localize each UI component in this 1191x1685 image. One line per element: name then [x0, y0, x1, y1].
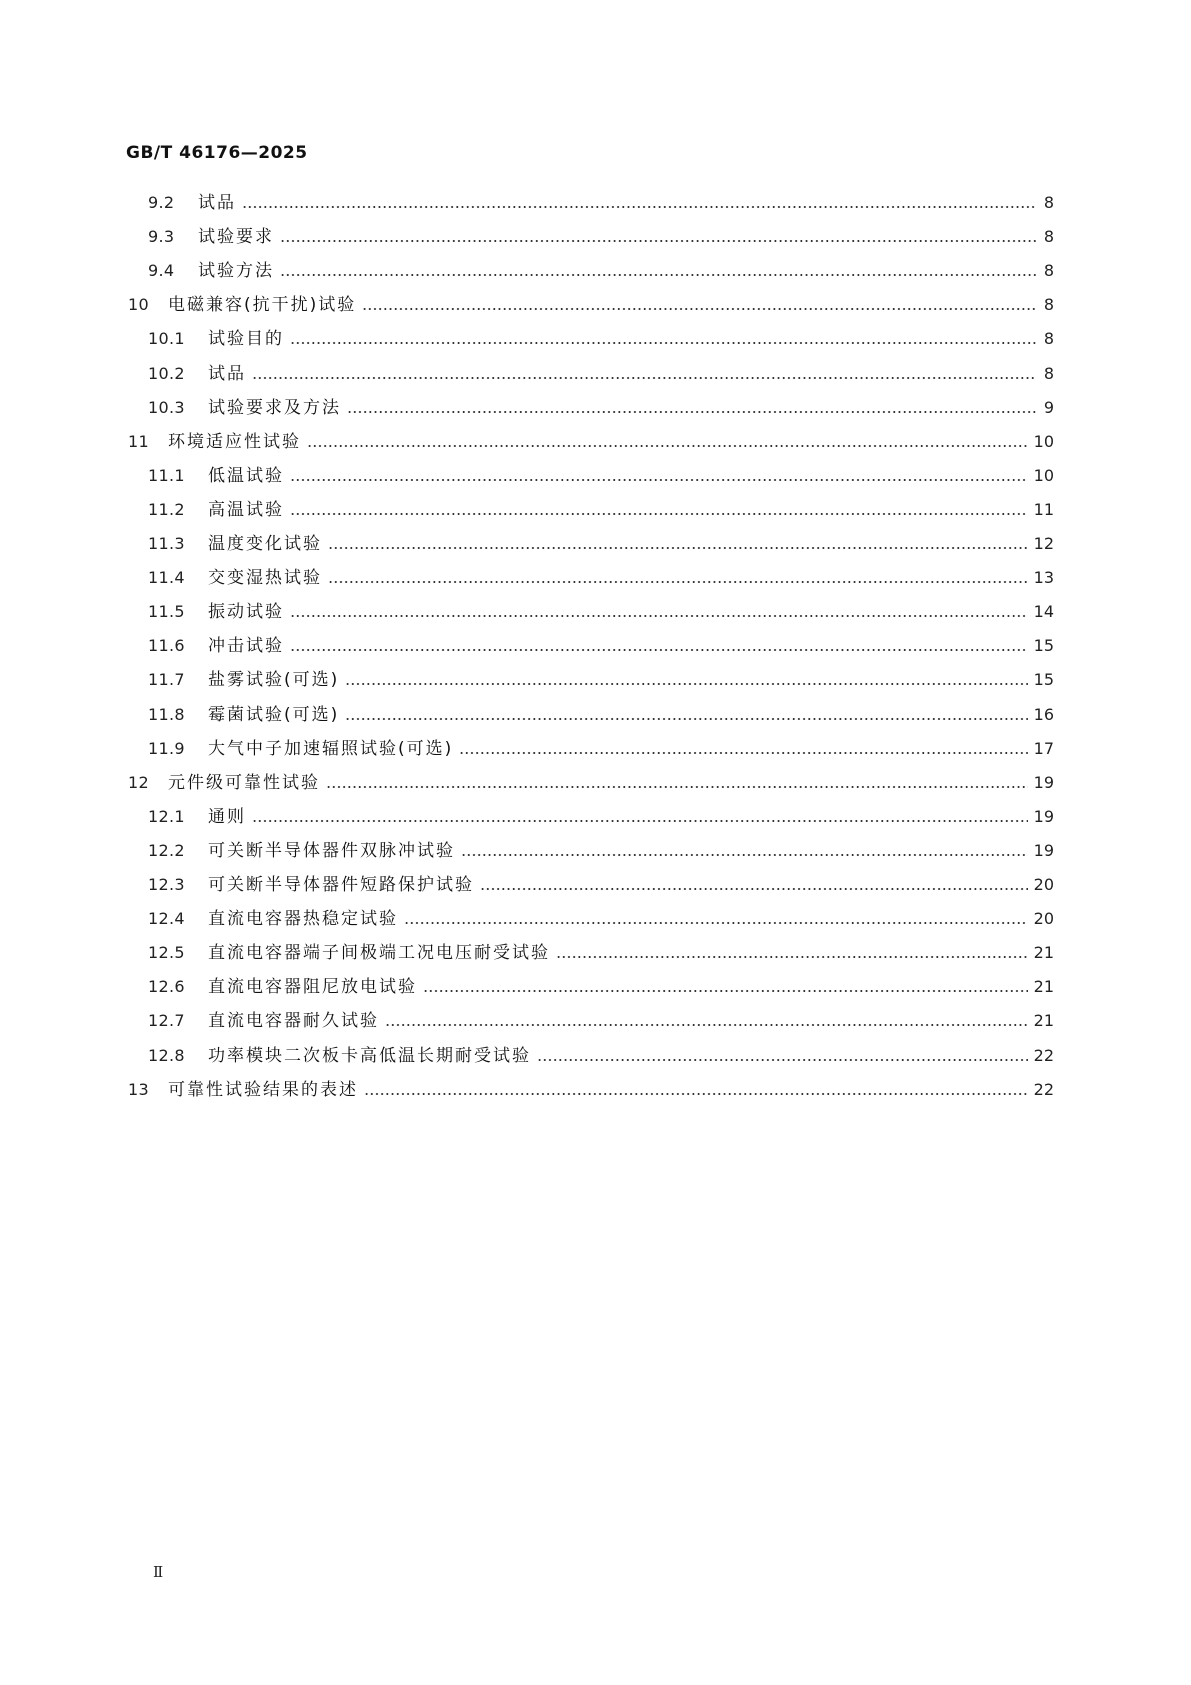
toc-dot-leader [423, 974, 1028, 1000]
toc-dot-leader [280, 258, 1036, 284]
toc-entry-page: 11 [1033, 500, 1054, 519]
toc-entry-title: 振动试验 [208, 602, 284, 622]
toc-entry-title: 可关断半导体器件短路保护试验 [208, 875, 474, 895]
toc-entry-page: 8 [1043, 227, 1054, 246]
toc-entry[interactable] [148, 190, 1054, 216]
toc-entry-page: 8 [1043, 364, 1054, 383]
toc-entry-page: 22 [1033, 1046, 1054, 1065]
toc-entry[interactable] [148, 531, 1054, 557]
toc-entry-number: 11.9 [148, 739, 185, 758]
toc-entry[interactable] [148, 633, 1054, 659]
toc-entry-page: 15 [1033, 636, 1054, 655]
toc-entry-title: 功率模块二次板卡高低温长期耐受试验 [208, 1046, 531, 1066]
toc-entry-page: 9 [1043, 398, 1054, 417]
toc-dot-leader [290, 633, 1028, 659]
toc-dot-leader [385, 1008, 1028, 1034]
toc-entry[interactable] [148, 940, 1054, 966]
toc-entry-number: 13 [128, 1080, 149, 1099]
toc-dot-leader [290, 497, 1028, 523]
toc-entry-page: 8 [1043, 329, 1054, 348]
toc-entry-title: 直流电容器阻尼放电试验 [208, 977, 417, 997]
toc-entry-number: 12.3 [148, 875, 185, 894]
toc-entry-title: 电磁兼容(抗干扰)试验 [168, 295, 357, 315]
toc-entry-number: 12.8 [148, 1046, 185, 1065]
toc-entry-title: 霉菌试验(可选) [208, 705, 340, 725]
toc-entry-page: 19 [1033, 841, 1054, 860]
toc-entry-number: 11.8 [148, 705, 185, 724]
toc-entry[interactable] [148, 906, 1054, 932]
toc-entry[interactable] [148, 702, 1054, 728]
toc-entry-page: 16 [1033, 705, 1054, 724]
toc-dot-leader [307, 429, 1028, 455]
toc-entry-page: 21 [1033, 943, 1054, 962]
toc-entry-page: 8 [1043, 193, 1054, 212]
toc-dot-leader [480, 872, 1028, 898]
toc-entry-title: 试验目的 [208, 329, 284, 349]
toc-entry-number: 11.4 [148, 568, 185, 587]
toc-entry-page: 12 [1033, 534, 1054, 553]
toc-entry-number: 12 [128, 773, 149, 792]
toc-entry-title: 通则 [208, 807, 246, 827]
toc-entry-title: 盐雾试验(可选) [208, 670, 340, 690]
toc-entry-number: 10.3 [148, 398, 185, 417]
toc-dot-leader [556, 940, 1028, 966]
toc-entry-number: 10.1 [148, 329, 185, 348]
toc-entry[interactable] [148, 838, 1054, 864]
toc-entry-page: 8 [1043, 295, 1054, 314]
toc-entry-title: 直流电容器热稳定试验 [208, 909, 398, 929]
toc-entry-number: 10 [128, 295, 149, 314]
toc-dot-leader [459, 736, 1027, 762]
toc-entry-number: 12.6 [148, 977, 185, 996]
toc-entry-number: 11.2 [148, 500, 185, 519]
toc-entry-title: 直流电容器耐久试验 [208, 1011, 379, 1031]
toc-entry-number: 11.6 [148, 636, 185, 655]
toc-entry-number: 11.3 [148, 534, 185, 553]
toc-entry[interactable] [148, 872, 1054, 898]
toc-entry-title: 温度变化试验 [208, 534, 322, 554]
toc-entry-number: 12.5 [148, 943, 185, 962]
toc-dot-leader [328, 565, 1028, 591]
toc-entry[interactable] [128, 292, 1054, 318]
toc-entry[interactable] [148, 258, 1054, 284]
toc-entry[interactable] [148, 395, 1054, 421]
toc-entry[interactable] [148, 1043, 1054, 1069]
toc-entry-page: 13 [1033, 568, 1054, 587]
toc-dot-leader [280, 224, 1036, 250]
toc-entry-page: 14 [1033, 602, 1054, 621]
toc-entry-title: 交变湿热试验 [208, 568, 322, 588]
toc-entry[interactable] [148, 974, 1054, 1000]
toc-entry-title: 试品 [198, 193, 236, 213]
toc-entry-number: 10.2 [148, 364, 185, 383]
toc-entry-page: 8 [1043, 261, 1054, 280]
toc-dot-leader [328, 531, 1028, 557]
toc-entry-title: 试验要求 [198, 227, 274, 247]
toc-entry-number: 9.4 [148, 261, 175, 280]
toc-entry-page: 19 [1033, 773, 1054, 792]
toc-dot-leader [290, 326, 1036, 352]
toc-dot-leader [362, 292, 1036, 318]
toc-entry-title: 试验方法 [198, 261, 274, 281]
toc-entry[interactable] [148, 599, 1054, 625]
page-number: Ⅱ [153, 1563, 164, 1581]
toc-entry-title: 直流电容器端子间极端工况电压耐受试验 [208, 943, 550, 963]
toc-entry-title: 大气中子加速辐照试验(可选) [208, 739, 454, 759]
toc-entry-page: 22 [1033, 1080, 1054, 1099]
toc-dot-leader [252, 804, 1028, 830]
toc-entry-title: 高温试验 [208, 500, 284, 520]
toc-entry-page: 20 [1033, 909, 1054, 928]
toc-entry-page: 17 [1033, 739, 1054, 758]
toc-entry-page: 20 [1033, 875, 1054, 894]
toc-entry-title: 试验要求及方法 [208, 398, 341, 418]
toc-entry-title: 可靠性试验结果的表述 [168, 1080, 358, 1100]
toc-entry-number: 11 [128, 432, 149, 451]
document-code: GB/T 46176—2025 [126, 143, 308, 163]
toc-dot-leader [404, 906, 1028, 932]
toc-entry-title: 冲击试验 [208, 636, 284, 656]
toc-entry-number: 12.1 [148, 807, 185, 826]
toc-dot-leader [537, 1043, 1028, 1069]
toc-entry-number: 9.2 [148, 193, 175, 212]
toc-entry-title: 可关断半导体器件双脉冲试验 [208, 841, 455, 861]
toc-entry-title: 环境适应性试验 [168, 432, 301, 452]
toc-dot-leader [326, 770, 1028, 796]
toc-entry[interactable] [148, 361, 1054, 387]
toc-entry-number: 11.7 [148, 670, 185, 689]
toc-entry[interactable] [148, 497, 1054, 523]
toc-dot-leader [461, 838, 1028, 864]
toc-entry[interactable] [128, 1077, 1054, 1103]
toc-entry[interactable] [148, 804, 1054, 830]
toc-entry-page: 21 [1033, 1011, 1054, 1030]
toc-entry-page: 10 [1033, 432, 1054, 451]
toc-dot-leader [252, 361, 1036, 387]
toc-entry-title: 试品 [208, 364, 246, 384]
toc-entry-page: 21 [1033, 977, 1054, 996]
toc-entry[interactable] [148, 326, 1054, 352]
toc-dot-leader [290, 463, 1028, 489]
toc-entry[interactable] [128, 770, 1054, 796]
toc-entry-number: 11.5 [148, 602, 185, 621]
toc-dot-leader [364, 1077, 1028, 1103]
toc-entry-number: 9.3 [148, 227, 175, 246]
toc-entry-title: 元件级可靠性试验 [168, 773, 320, 793]
toc-entry[interactable] [148, 1008, 1054, 1034]
toc-entry-number: 11.1 [148, 466, 185, 485]
toc-entry[interactable] [148, 224, 1054, 250]
toc-dot-leader [347, 395, 1036, 421]
toc-entry-title: 低温试验 [208, 466, 284, 486]
toc-entry-number: 12.7 [148, 1011, 185, 1030]
toc-entry-page: 19 [1033, 807, 1054, 826]
toc-entry-number: 12.4 [148, 909, 185, 928]
toc-entry[interactable] [148, 463, 1054, 489]
toc-entry[interactable] [148, 667, 1054, 693]
toc-entry[interactable] [148, 736, 1054, 762]
toc-entry[interactable] [148, 565, 1054, 591]
toc-dot-leader [345, 702, 1027, 728]
toc-entry[interactable] [128, 429, 1054, 455]
toc-dot-leader [242, 190, 1036, 216]
toc-dot-leader [345, 667, 1027, 693]
toc-entry-page: 10 [1033, 466, 1054, 485]
toc-entry-number: 12.2 [148, 841, 185, 860]
toc-entry-page: 15 [1033, 670, 1054, 689]
toc-dot-leader [290, 599, 1028, 625]
